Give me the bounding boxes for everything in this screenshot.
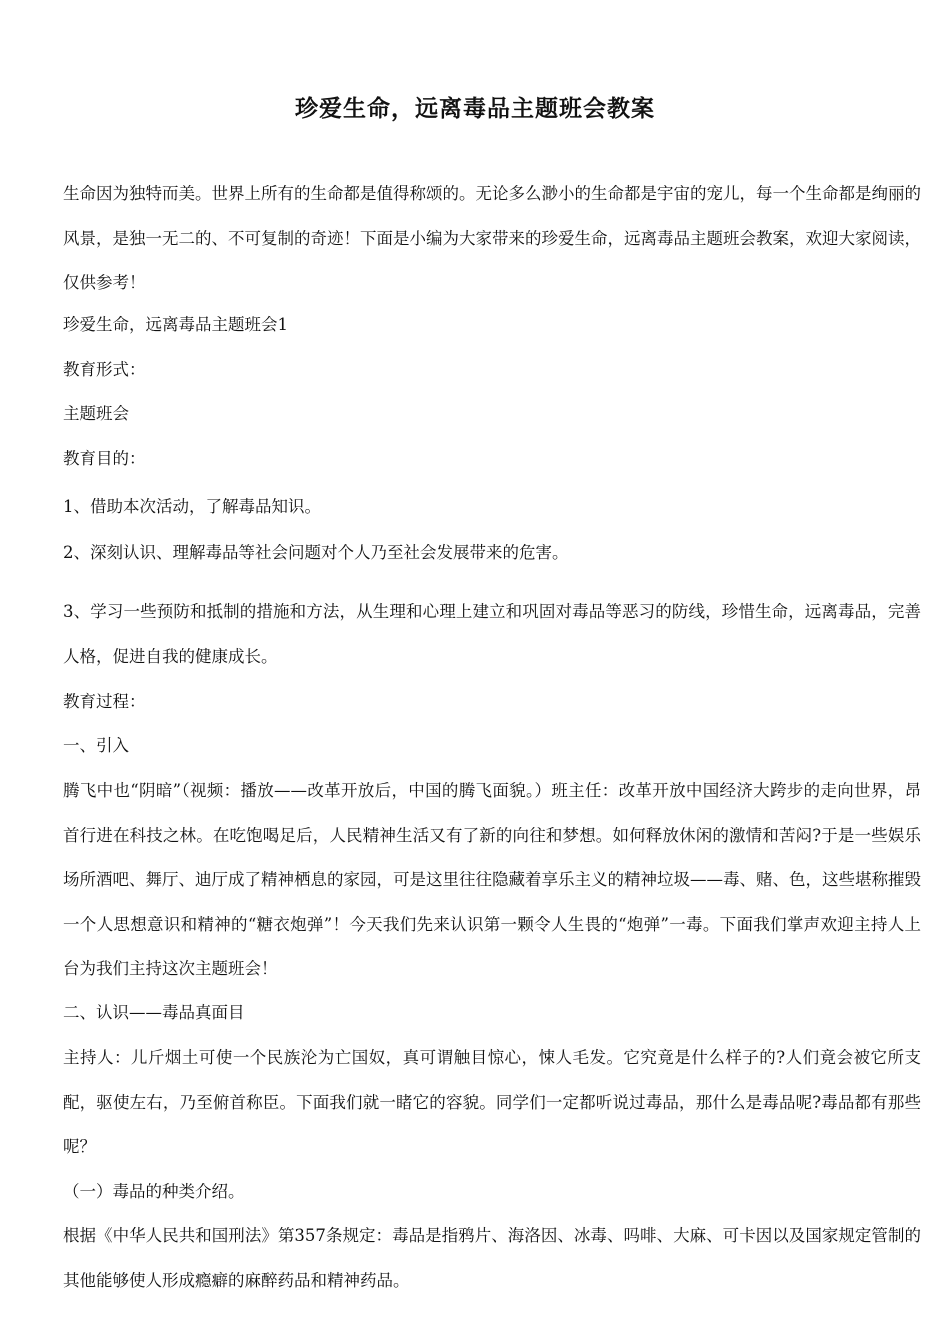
section-heading-know-drugs: 二、认识——毒品真面目 [63, 1003, 245, 1022]
section-heading-class-meeting-1: 珍爱生命，远离毒品主题班会1 [63, 315, 288, 334]
subsection-heading-drug-types: （一）毒品的种类介绍。 [63, 1182, 245, 1201]
text-theme-meeting: 主题班会 [63, 404, 129, 423]
introduction-paragraph: 腾飞中也“阴暗”（视频：播放——改革开放后，中国的腾飞面貌。）班主任：改革开放中国经济大跨步的走向世界，昂首行进在科技之林。在吃饱喝足后，人民精神生活又有了新的向往和梦想。如何释放休闲的激情和苦闷?于是一些娱乐场所酒吧、舞厅、迪厅成了精神栖息的家园，可是这里往往隐藏着享乐主义的精神垃圾——毒、赌、色，这些堪称摧毁一个人思想意识和精神的“糖衣炮弹”！今天我们先来认识第一颗令人生畏的“炮弹”一毒。下面我们掌声欢迎主持人上台为我们主持这次主题班会！ [63, 781, 921, 978]
drug-definition-paragraph: 根据《中华人民共和国刑法》第357条规定：毒品是指鸦片、海洛因、冰毒、吗啡、大麻、可卡因以及国家规定管制的其他能够使人形成瘾癖的麻醉药品和精神药品。 [63, 1226, 921, 1290]
goal-item-2: 2、深刻认识、理解毒品等社会问题对个人乃至社会发展带来的危害。 [63, 543, 569, 562]
goal-item-3: 3、学习一些预防和抵制的措施和方法，从生理和心理上建立和巩固对毒品等恶习的防线，珍惜生命，远离毒品，完善人格，促进自我的健康成长。 [63, 602, 921, 666]
host-paragraph: 主持人：儿斤烟土可使一个民族沦为亡国奴，真可谓触目惊心，悚人毛发。它究竟是什么样子的?人们竟会被它所支配，驱使左右，乃至俯首称臣。下面我们就一睹它的容貌。同学们一定都听说过毒品，那什么是毒品呢?毒品都有那些呢？ [63, 1048, 921, 1156]
intro-paragraph: 生命因为独特而美。世界上所有的生命都是值得称颂的。无论多么渺小的生命都是宇宙的宠儿，每一个生命都是绚丽的风景，是独一无二的、不可复制的奇迹！下面是小编为大家带来的珍爱生命，远离毒品主题班会教案，欢迎大家阅读，仅供参考！ [63, 184, 921, 292]
section-heading-introduction: 一、引入 [63, 736, 129, 755]
label-education-form: 教育形式： [63, 360, 146, 379]
label-education-goal: 教育目的： [63, 449, 146, 468]
label-education-process: 教育过程： [63, 692, 146, 711]
document-title: 珍爱生命，远离毒品主题班会教案 [295, 96, 655, 122]
goal-item-1: 1、借助本次活动，了解毒品知识。 [63, 497, 321, 516]
